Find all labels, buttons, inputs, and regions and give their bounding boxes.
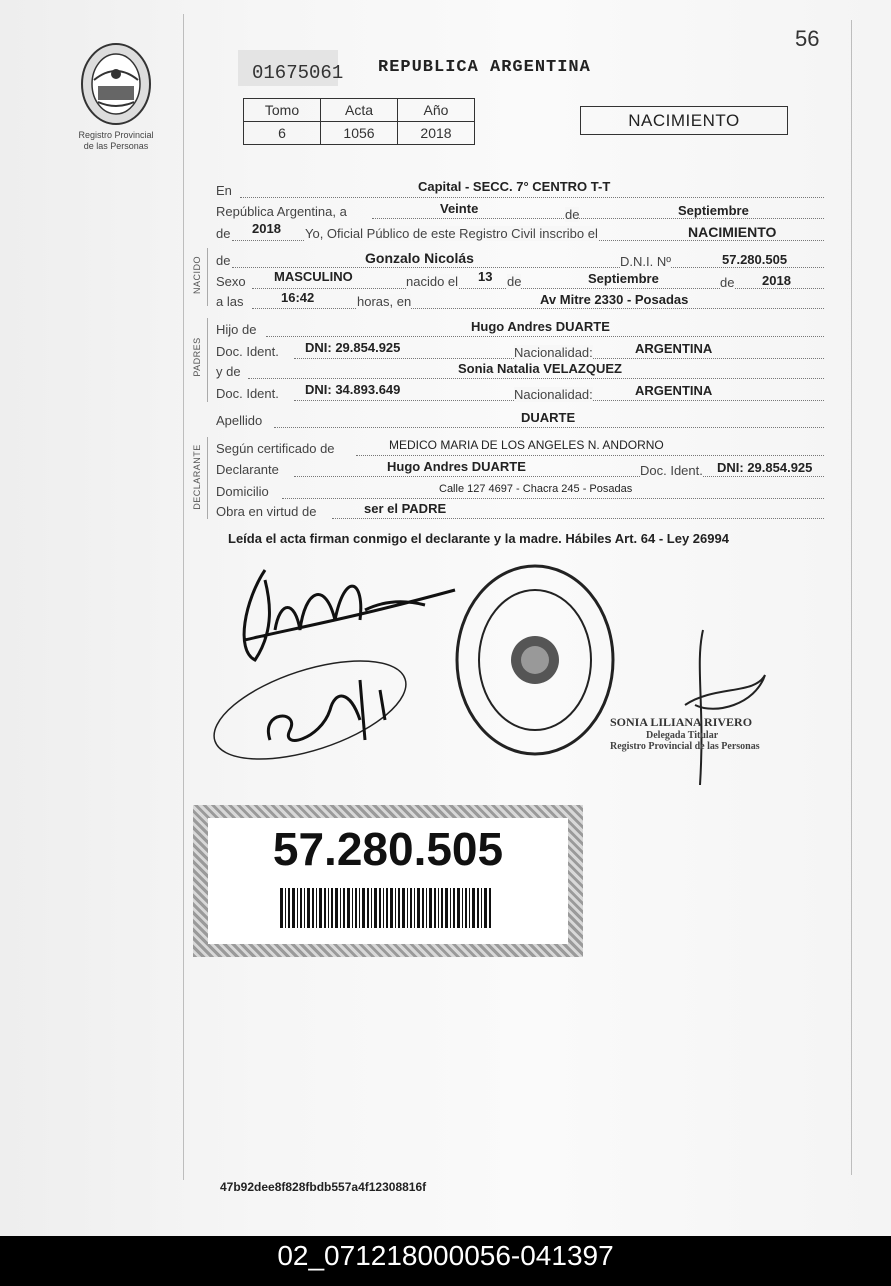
value-certificado: MEDICO MARIA DE LOS ANGELES N. ANDORNO [389, 438, 664, 452]
logo-caption-line1: Registro Provincial [78, 130, 154, 140]
label-de-year: de [216, 226, 231, 241]
label-doc-ident1: Doc. Ident. [216, 344, 279, 359]
value-tipo: NACIMIENTO [688, 224, 777, 240]
value-declarante: Hugo Andres DUARTE [387, 459, 526, 474]
label-apellido: Apellido [216, 413, 263, 428]
official-block [610, 715, 760, 752]
value-padre: Hugo Andres DUARTE [471, 319, 610, 334]
label-nacionalidad2: Nacionalidad: [514, 387, 593, 402]
value-obra: ser el PADRE [364, 501, 447, 516]
dotted-line [232, 267, 824, 268]
value-nombre: Gonzalo Nicolás [365, 250, 474, 266]
value-dni: 57.280.505 [722, 252, 788, 267]
dotted-line [240, 197, 824, 198]
tomo-header: Tomo [244, 99, 321, 122]
dotted-line [266, 336, 824, 337]
label-y-de: y de [216, 364, 241, 379]
barcode-bars [280, 888, 495, 928]
acta-value: 1056 [321, 122, 398, 145]
barcode-number: 57.280.505 [272, 823, 504, 875]
dotted-line [252, 308, 824, 309]
value-apellido: DUARTE [521, 410, 576, 425]
label-a-las: a las [216, 294, 244, 309]
anio-header: Año [398, 99, 475, 122]
value-nacido-anio: 2018 [762, 273, 791, 288]
footer-filename: 02_071218000056-041397 [0, 1236, 891, 1286]
official-signature [655, 625, 785, 785]
label-obra: Obra en virtud de [216, 504, 317, 519]
label-hijo-de: Hijo de [216, 322, 257, 337]
value-anio: 2018 [252, 221, 281, 236]
official-role: Delegada Titular [646, 730, 719, 741]
section-bar-nacido [207, 248, 208, 306]
dotted-line [332, 518, 824, 519]
closing-note: Leída el acta firman conmigo el declarante y la madre. Hábiles Art. 64 - Ley 26994 [228, 531, 729, 546]
serial-number: 01675061 [238, 50, 338, 86]
side-label-padres: PADRES [192, 337, 202, 377]
label-nacido: nacido el [406, 274, 459, 289]
value-nacido-dia: 13 [478, 269, 493, 284]
side-label-declarante: DECLARANTE [192, 444, 202, 510]
province-coat-of-arms-logo [78, 40, 154, 128]
document-title: REPUBLICA ARGENTINA [378, 58, 591, 77]
value-nacido-mes: Septiembre [588, 271, 659, 286]
anio-value: 2018 [398, 122, 475, 145]
value-madre-nac: ARGENTINA [635, 383, 713, 398]
register-table [243, 98, 475, 145]
official-office: Registro Provincial de las Personas [610, 741, 760, 752]
dotted-line [282, 498, 824, 499]
mother-signature [210, 650, 420, 775]
value-madre-dni: DNI: 34.893.649 [305, 382, 401, 397]
section-bar-declarante [207, 437, 208, 519]
label-horas: horas, en [357, 294, 412, 309]
label-de: de [565, 207, 580, 222]
official-name: SONIA LILIANA RIVERO [610, 715, 753, 729]
dotted-line [274, 427, 824, 428]
dotted-line [372, 218, 824, 219]
side-label-nacido: NACIDO [192, 256, 202, 295]
tomo-value: 6 [244, 122, 321, 145]
dotted-line [248, 378, 824, 379]
value-mes: Septiembre [678, 203, 749, 218]
label-dni: D.N.I. Nº [620, 254, 671, 269]
value-sexo: MASCULINO [274, 269, 353, 284]
label-de3: de [720, 275, 735, 290]
logo-caption [62, 130, 170, 152]
label-sexo: Sexo [216, 274, 246, 289]
acta-header: Acta [321, 99, 398, 122]
value-lugar: Capital - SECC. 7° CENTRO T-T [418, 179, 611, 194]
section-bar-padres [207, 318, 208, 402]
label-domicilio: Domicilio [216, 484, 269, 499]
dotted-line [356, 455, 824, 456]
value-hora: 16:42 [281, 290, 315, 305]
document-hash: 47b92dee8f828fbdb557a4f12308816f [220, 1180, 427, 1194]
value-domicilio: Calle 127 4697 - Chacra 245 - Posadas [439, 483, 633, 495]
official-round-stamp [450, 560, 620, 760]
label-declarante: Declarante [216, 462, 279, 477]
left-margin-line [183, 14, 184, 1180]
label-doc-ident2: Doc. Ident. [216, 386, 279, 401]
label-de2: de [507, 274, 522, 289]
value-lugar-nac: Av Mitre 2330 - Posadas [540, 292, 689, 307]
dotted-line [294, 476, 824, 477]
value-declarante-dni: DNI: 29.854.925 [717, 460, 813, 475]
label-yo: Yo, Oficial Público de este Registro Civil inscribo el [305, 226, 598, 241]
value-padre-nac: ARGENTINA [635, 341, 713, 356]
value-dia: Veinte [440, 201, 479, 216]
label-republica: República Argentina, a [216, 204, 347, 219]
logo-caption-line2: de las Personas [83, 141, 149, 151]
label-en: En [216, 183, 232, 198]
page-number: 56 [795, 26, 820, 51]
value-padre-dni: DNI: 29.854.925 [305, 340, 401, 355]
act-type-box: NACIMIENTO [580, 106, 788, 135]
label-nacionalidad1: Nacionalidad: [514, 345, 593, 360]
label-de-name: de [216, 253, 231, 268]
label-doc-ident3: Doc. Ident. [640, 463, 703, 478]
dotted-line [252, 288, 824, 289]
value-madre: Sonia Natalia VELAZQUEZ [458, 361, 622, 376]
right-margin-line [851, 20, 852, 1175]
label-segun: Según certificado de [216, 441, 335, 456]
